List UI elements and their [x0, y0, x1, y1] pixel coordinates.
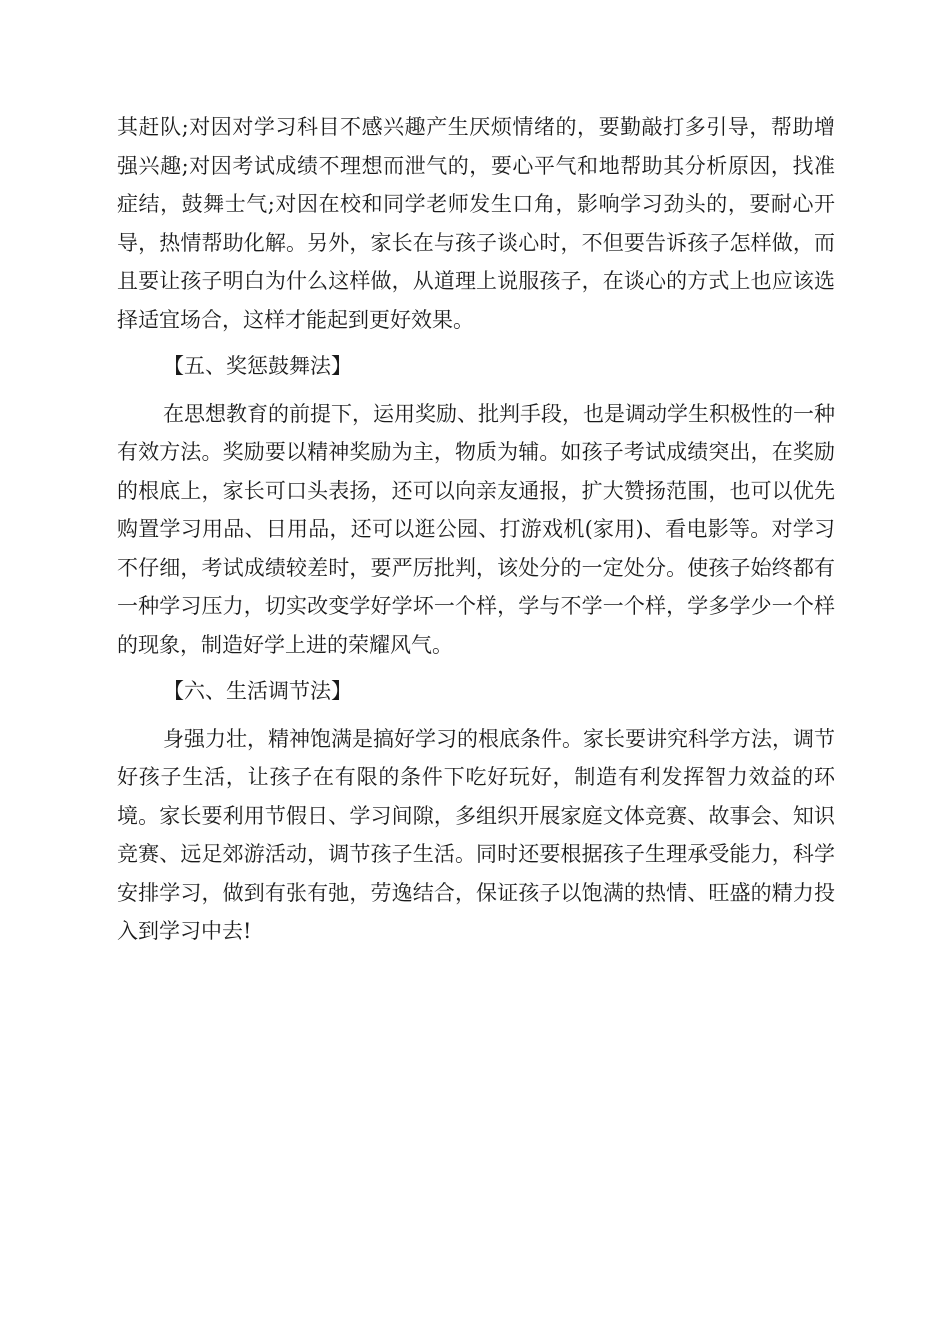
section-paragraph-life: 身强力壮，精神饱满是搞好学习的根底条件。家长要讲究科学方法，调节好孩子生活，让孩子在有限的条件下吃好玩好，制造有利发挥智力效益的环境。家长要利用节假日、学习间隙，多组织开展家庭文体竞赛、故事会、知识竞赛、远足郊游活动，调节孩子生活。同时还要根据孩子生理承受能力，科学安排学习，做到有张有弛，劳逸结合，保证孩子以饱满的热情、旺盛的精力投入到学习中去!	[117, 726, 835, 943]
continued-paragraph: 其赶队;对因对学习科目不感兴趣产生厌烦情绪的，要勤敲打多引导，帮助增强兴趣;对因考试成绩不理想而泄气的，要心平气和地帮助其分析原因，找准症结，鼓舞士气;对因在校和同学老师发生口角，影响学习劲头的，要耐心开导，热情帮助化解。另外，家长在与孩子谈心时，不但要告诉孩子怎样做，而且要让孩子明白为什么这样做，从道理上说服孩子，在谈心的方式上也应该选择适宜场合，这样才能起到更好效果。	[117, 115, 835, 332]
section-heading-life: 【六、生活调节法】	[163, 679, 352, 703]
section-heading-rewards: 【五、奖惩鼓舞法】	[163, 354, 352, 378]
document-body	[117, 108, 835, 951]
section-paragraph-rewards: 在思想教育的前提下，运用奖励、批判手段，也是调动学生积极性的一种有效方法。奖励要以精神奖励为主，物质为辅。如孩子考试成绩突出，在奖励的根底上，家长可口头表扬，还可以向亲友通报，扩大赞扬范围，也可以优先购置学习用品、日用品，还可以逛公园、打游戏机(家用)、看电影等。对学习不仔细，考试成绩较差时，要严厉批判，该处分的一定处分。使孩子始终都有一种学习压力，切实改变学好学坏一个样，学与不学一个样，学多学少一个样的现象，制造好学上进的荣耀风气。	[117, 401, 835, 657]
